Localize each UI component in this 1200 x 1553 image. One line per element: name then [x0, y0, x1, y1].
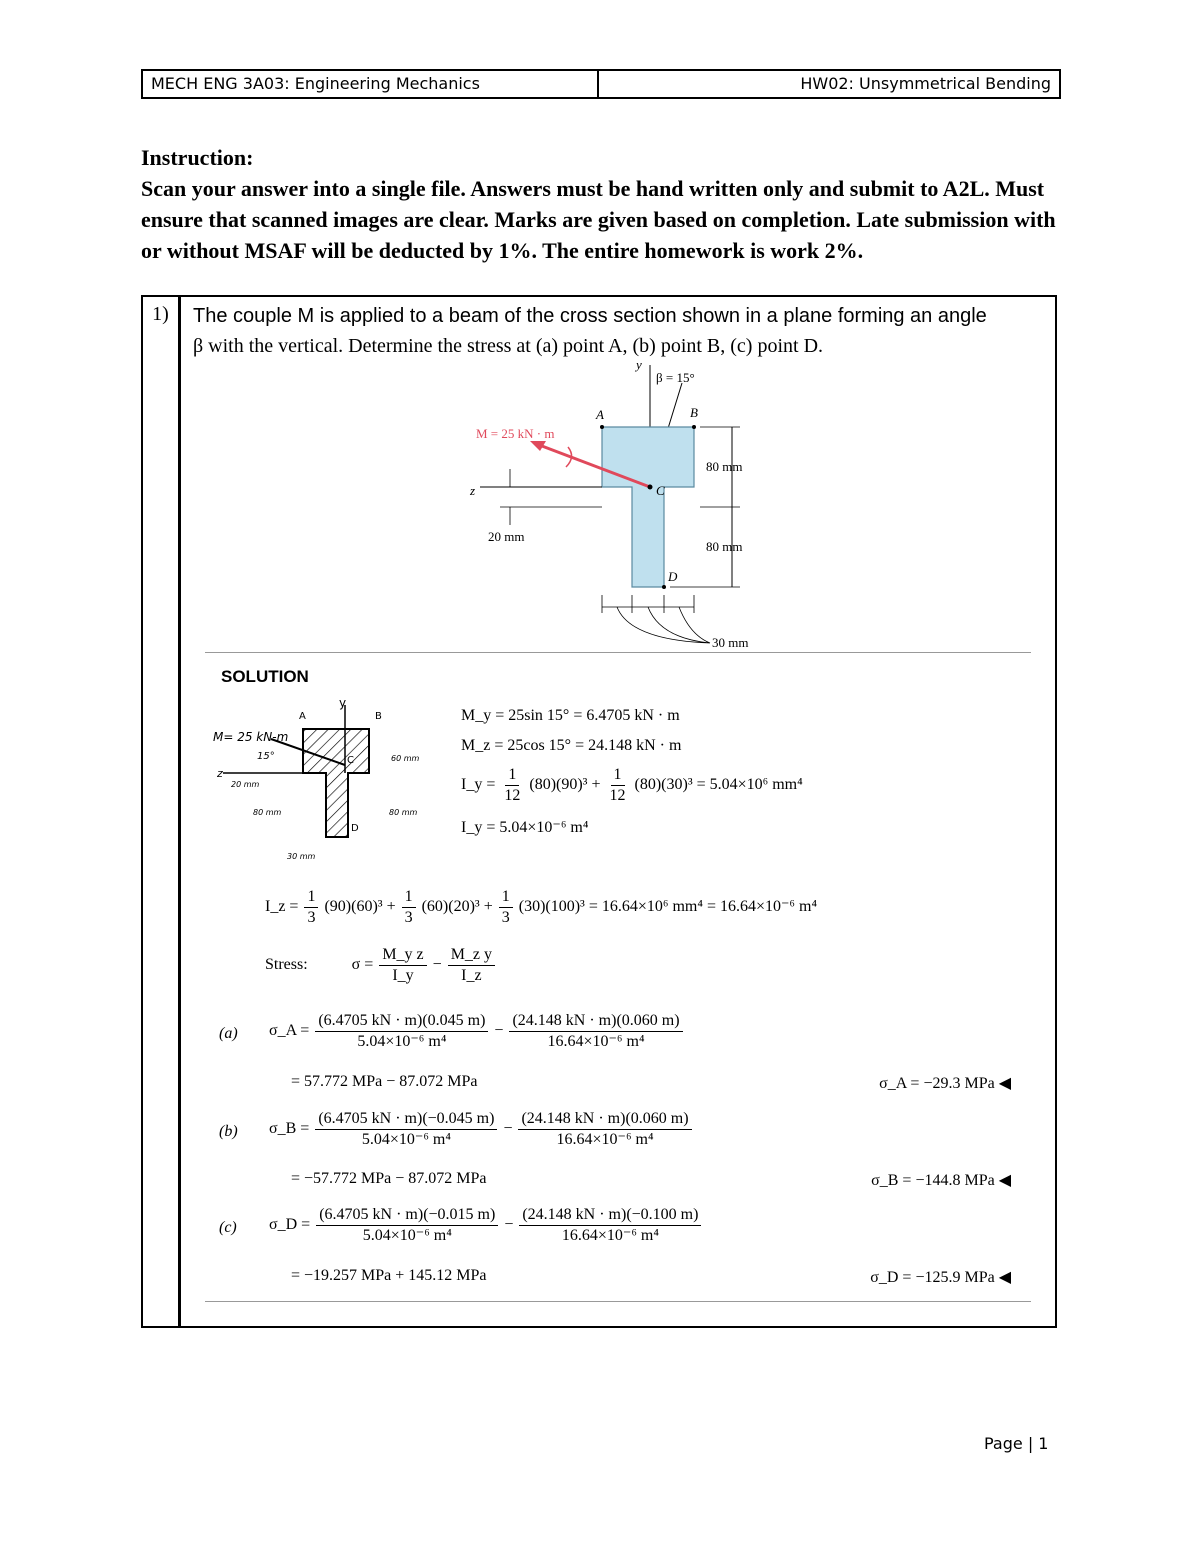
point-b-label: B [690, 405, 698, 420]
stress-frac-1: $\frac{\text{M\_y z}}{I\_y}$ [379, 945, 426, 986]
sketch-30: 30 mm [287, 852, 316, 861]
stress-label: Stress: [265, 956, 308, 974]
question-text [193, 301, 1053, 361]
sketch-c: C [347, 755, 354, 766]
c-answer: σ_D = −125.9 MPa ◀ [870, 1269, 1011, 1286]
sketch-20: 20 mm [231, 780, 260, 789]
my-equation: M_y = 25sin 15° = 6.4705 kN · m [461, 707, 680, 724]
sketch-60: 60 mm [391, 754, 420, 763]
iz-frac-1: $\frac{1}{3}$ [304, 887, 318, 928]
dim-80-bottom: 80 mm [706, 539, 743, 554]
c-frac-1: $\frac{(6.4705 kN \cdot m)(-0.015 m)}{\text{5.04×10⁻⁶ m⁴}}$ [316, 1205, 498, 1246]
iy-meters: I_y = 5.04×10⁻⁶ m⁴ [461, 819, 589, 836]
point-d-label: D [668, 569, 678, 584]
a-frac-2: $\frac{(24.148 kN \cdot m)(0.060 m)}{\text{16.64×10⁻⁶ m⁴}}$ [509, 1011, 682, 1052]
sketch-y: y [339, 699, 347, 710]
a-frac-1: $\frac{(6.4705 kN \cdot m)(0.045 m)}{\text{5.04×10⁻⁶ m⁴}}$ [315, 1011, 488, 1052]
mz-equation: M_z = 25cos 15° = 24.148 kN · m [461, 737, 682, 754]
point-d-marker [662, 585, 666, 589]
b-result: = −57.772 MPa − 87.072 MPa [291, 1170, 487, 1187]
instruction-block [141, 142, 1057, 266]
part-a-label: (a) [219, 1025, 238, 1042]
header-table [141, 69, 1061, 99]
point-a-marker [600, 425, 604, 429]
sketch-80-right: 80 mm [389, 808, 418, 817]
stress-frac-2: $\frac{\text{M\_z y}}{I\_z}$ [448, 945, 495, 986]
sketch-b: B [375, 711, 382, 722]
sketch-angle: 15° [257, 751, 275, 762]
iz-equation [265, 887, 817, 928]
a-result: = 57.772 MPa − 87.072 MPa [291, 1073, 478, 1090]
sigma-d-equation: σ_D = $\frac{(6.4705 kN \cdot m)(-0.015 m)}{\text{5.04×10⁻⁶ m⁴}}$ − $\frac{(24.148 kN \cdot m)(-0.100 m)}{\text{16.64×10⁻⁶ m⁴}}$ [269, 1205, 703, 1246]
a-answer: σ_A = −29.3 MPa ◀ [879, 1075, 1011, 1092]
point-b-marker [692, 425, 696, 429]
question-line-2: β with the vertical. Determine the stress at (a) point A, (b) point B, (c) point D. [193, 335, 824, 357]
sigma-b-equation: σ_B = $\frac{(6.4705 kN \cdot m)(-0.045 m)}{\text{5.04×10⁻⁶ m⁴}}$ − $\frac{(24.148 kN \cdot m)(0.060 m)}{\text{16.64×10⁻⁶ m⁴}}$ [269, 1109, 694, 1150]
sketch-m-label: M= 25 kN-m [213, 730, 289, 744]
iz-frac-3: $\frac{1}{3}$ [499, 887, 513, 928]
iy-frac-2: $\frac{1}{12}$ [609, 766, 626, 804]
sigma-eq: σ = [351, 956, 374, 974]
beta-label: β = 15° [656, 370, 695, 385]
dim-30-label: 30 mm [712, 635, 749, 650]
cross-section-figure [460, 355, 780, 650]
solution-box [205, 652, 1031, 1302]
b-answer: σ_B = −144.8 MPa ◀ [871, 1172, 1011, 1189]
point-a-label: A [596, 407, 604, 422]
c-result: = −19.257 MPa + 145.12 MPa [291, 1267, 487, 1284]
dim-leader-curves [617, 607, 710, 643]
solution-title: SOLUTION [221, 667, 309, 686]
point-c-label: C [656, 483, 665, 498]
part-b-label: (b) [219, 1123, 238, 1140]
b-frac-2: $\frac{(24.148 kN \cdot m)(0.060 m)}{\text{16.64×10⁻⁶ m⁴}}$ [518, 1109, 691, 1150]
page-number: Page | 1 [984, 1434, 1049, 1453]
stress-minus: − [432, 956, 442, 974]
question-line-1: The couple M is applied to a beam of the cross section shown in a plane forming an angle [193, 305, 987, 327]
t-section-shape [602, 427, 694, 587]
iy-lhs: I_y = [461, 776, 496, 794]
iz-term-1: (90)(60)³ + [324, 898, 396, 916]
iy-frac-1: $\frac{1}{12}$ [504, 766, 521, 804]
iz-term-2: (60)(20)³ + [421, 898, 493, 916]
iz-lhs: I_z = [265, 898, 299, 916]
iy-term-1: (80)(90)³ + [529, 776, 601, 794]
course-title: MECH ENG 3A03: Engineering Mechanics [143, 71, 599, 97]
stress-formula [265, 945, 497, 986]
sketch-a: A [299, 711, 306, 722]
homework-title: HW02: Unsymmetrical Bending [800, 74, 1051, 93]
iy-equation [461, 765, 803, 806]
moment-label: M = 25 kN · m [476, 426, 555, 441]
iy-term-2: (80)(30)³ = 5.04×10⁶ mm⁴ [634, 776, 803, 794]
sketch-d: D [351, 823, 359, 834]
sketch-z: z [217, 767, 223, 780]
b-frac-1: $\frac{(6.4705 kN \cdot m)(-0.045 m)}{\text{5.04×10⁻⁶ m⁴}}$ [315, 1109, 497, 1150]
iz-term-3: (30)(100)³ = 16.64×10⁶ mm⁴ = 16.64×10⁻⁶ m⁴ [518, 898, 818, 916]
instruction-body: Scan your answer into a single file. Answers must be hand written only and submit to A2L. Must ensure that scanned images are clear. Marks are given based on completion. Late submission with or without MSAF will be deducted by 1%. The entire homework is work 2%. [141, 176, 1056, 263]
z-axis-label: z [470, 483, 476, 498]
c-frac-2: $\frac{(24.148 kN \cdot m)(-0.100 m)}{\text{16.64×10⁻⁶ m⁴}}$ [519, 1205, 701, 1246]
iz-frac-2: $\frac{1}{3}$ [402, 887, 416, 928]
y-axis-label: y [636, 357, 642, 372]
sigma-a-equation: σ_A = $\frac{(6.4705 kN \cdot m)(0.045 m)}{\text{5.04×10⁻⁶ m⁴}}$ − $\frac{(24.148 kN \cdot m)(0.060 m)}{\text{16.64×10⁻⁶ m⁴}}$ [269, 1011, 685, 1052]
question-number: 1) [143, 297, 181, 1326]
dim-80-top: 80 mm [706, 459, 743, 474]
sketch-t-shape [303, 729, 369, 837]
dim-20-label: 20 mm [488, 529, 525, 544]
instruction-title: Instruction: [141, 145, 254, 170]
solution-sketch [211, 699, 441, 869]
part-c-label: (c) [219, 1219, 237, 1236]
point-c-marker [648, 485, 653, 490]
sketch-80-left: 80 mm [253, 808, 282, 817]
